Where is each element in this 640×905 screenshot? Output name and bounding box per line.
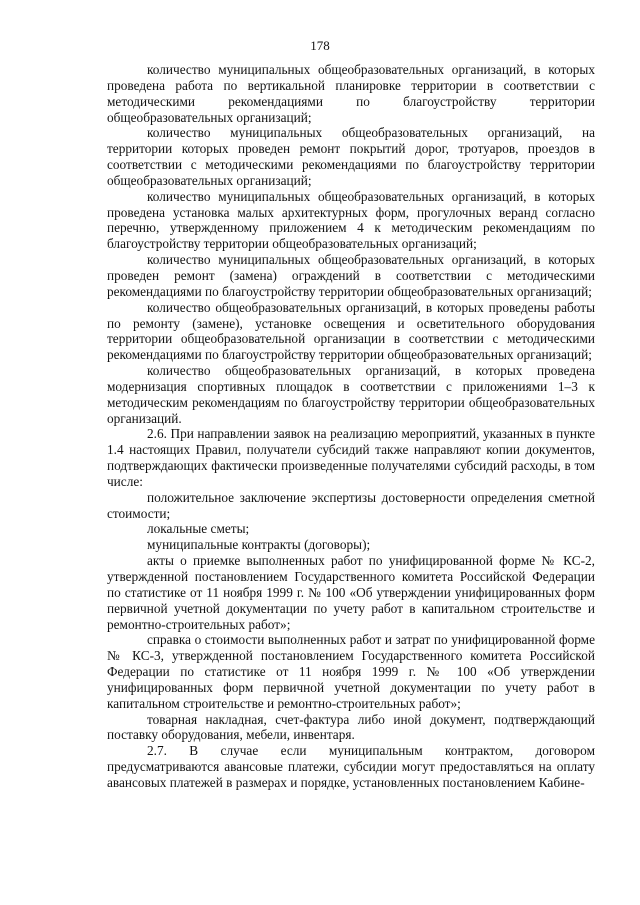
paragraph-12: справка о стоимости выполненных работ и затрат по унифицированной форме № КС-3, утвержденной постановлением Государственного комитета Российской Федерации по статистике от 11 ноября 1999 г. № 100 «Об утверждении унифицированных форм первичной учетной документации по учету работ в капитальном строительстве и ремонтно-строительных работ»; (107, 632, 595, 711)
paragraph-13: товарная накладная, счет-фактура либо иной документ, подтверждающий поставку оборудования, мебели, инвентаря. (107, 711, 595, 743)
paragraph-1: количество муниципальных общеобразовательных организаций, в которых проведена работа по вертикальной планировке территории в соответствии с методическими рекомендациями по благоустройству территории общеобразовательных организаций; (107, 62, 595, 125)
paragraph-9: локальные сметы; (147, 521, 250, 537)
paragraph-8: положительное заключение экспертизы достоверности определения сметной стоимости; (107, 489, 595, 521)
paragraph-11: акты о приемке выполненных работ по унифицированной форме № КС-2, утвержденной постановлением Государственного комитета Российской Федерации по статистике от 11 ноября 1999 г. № 100 «Об утверждении унифицированных форм первичной учетной документации по учету работ в капитальном строительстве и ремонтно-строительных работ»; (107, 553, 595, 632)
body-text (107, 62, 595, 791)
page-number: 178 (310, 38, 330, 53)
paragraph-14: 2.7. В случае если муниципальным контрактом, договором предусматриваются авансовые платежи, субсидии могут предоставляться на оплату авансовых платежей в размерах и порядке, установленных постановлением Кабине- (107, 743, 595, 790)
paragraph-3: количество муниципальных общеобразовательных организаций, в которых проведена установка малых архитектурных форм, прогулочных веранд согласно перечню, утвержденному приложением 4 к методическим рекомендациям по благоустройству территории общеобразовательных организаций; (107, 188, 595, 252)
paragraph-2: количество муниципальных общеобразовательных организаций, на территории которых проведен ремонт покрытий дорог, тротуаров, проездов в соответствии с методическими рекомендациями по благоустройству территории общеобразовательных организаций; (107, 125, 595, 188)
paragraph-7: 2.6. При направлении заявок на реализацию мероприятий, указанных в пункте 1.4 настоящих Правил, получатели субсидий также направляют копии документов, подтверждающих фактически произведенные получателями субсидий расходы, в том числе: (107, 426, 595, 489)
paragraph-10: муниципальные контракты (договоры); (147, 537, 371, 553)
paragraph-6: количество общеобразовательных организаций, в которых проведена модернизация спортивных площадок в соответствии с приложениями 1–3 к методическим рекомендациям по благоустройству территории общеобразовательных организаций. (107, 363, 595, 426)
paragraph-5: количество общеобразовательных организаций, в которых проведены работы по ремонту (замене), установке освещения и осветительного оборудования территории общеобразовательной организации в соответствии с методическими рекомендациями по благоустройству территории общеобразовательных организаций; (107, 299, 595, 363)
paragraph-4: количество муниципальных общеобразовательных организаций, в которых проведен ремонт (замена) ограждений в соответствии с методическими рекомендациями по благоустройству территории общеобразовательных организаций; (107, 252, 595, 299)
